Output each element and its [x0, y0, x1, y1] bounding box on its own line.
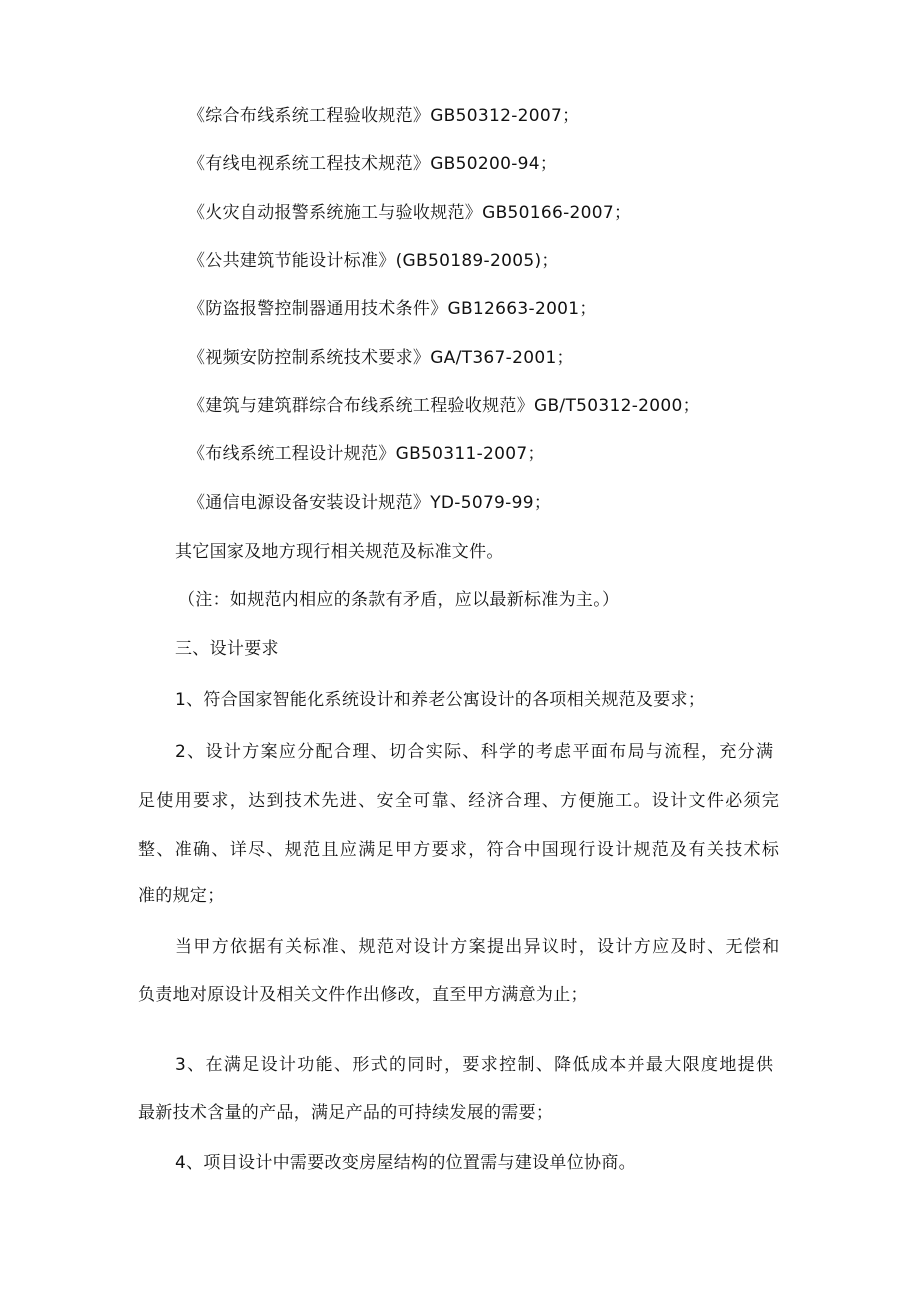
requirement-item-3-line: 3、在满足设计功能、形式的同时，要求控制、降低成本并最大限度地提供 [175, 1055, 775, 1075]
reference-item: 《有线电视系统工程技术规范》GB50200-94； [188, 154, 558, 174]
reference-item: 《公共建筑节能设计标准》(GB50189-2005)； [188, 251, 559, 271]
requirement-item-2-line: 2、设计方案应分配合理、切合实际、科学的考虑平面布局与流程，充分满 [175, 742, 775, 762]
other-standards-text: 其它国家及地方现行相关规范及标准文件。 [175, 542, 504, 562]
reference-item: 《防盗报警控制器通用技术条件》GB12663-2001； [188, 299, 597, 319]
requirement-item-1: 1、符合国家智能化系统设计和养老公寓设计的各项相关规范及要求； [175, 690, 706, 710]
reference-item: 《通信电源设备安装设计规范》YD-5079-99； [188, 493, 552, 513]
requirement-item-2-line: 整、准确、详尽、规范且应满足甲方要求，符合中国现行设计规范及有关技术标 [138, 840, 781, 860]
objection-line: 当甲方依据有关标准、规范对设计方案提出异议时，设计方应及时、无偿和 [175, 937, 781, 957]
reference-item: 《火灾自动报警系统施工与验收规范》GB50166-2007； [188, 203, 632, 223]
reference-item: 《布线系统工程设计规范》GB50311-2007； [188, 444, 545, 464]
reference-item: 《视频安防控制系统技术要求》GA/T367-2001； [188, 348, 574, 368]
reference-item: 《建筑与建筑群综合布线系统工程验收规范》GB/T50312-2000； [188, 396, 700, 416]
reference-item: 《综合布线系统工程验收规范》GB50312-2007； [188, 106, 580, 126]
note-text: （注：如规范内相应的条款有矛盾，应以最新标准为主。） [178, 590, 620, 610]
objection-line: 负责地对原设计及相关文件作出修改，直至甲方满意为止； [138, 985, 588, 1005]
requirement-item-3-line: 最新技术含量的产品，满足产品的可持续发展的需要； [138, 1103, 554, 1123]
requirement-item-2-line: 足使用要求，达到技术先进、安全可靠、经济合理、方便施工。设计文件必须完 [138, 791, 781, 811]
requirement-item-4: 4、项目设计中需要改变房屋结构的位置需与建设单位协商。 [175, 1153, 636, 1173]
requirement-item-2-line: 准的规定； [138, 886, 225, 906]
section-heading: 三、设计要求 [175, 639, 279, 659]
